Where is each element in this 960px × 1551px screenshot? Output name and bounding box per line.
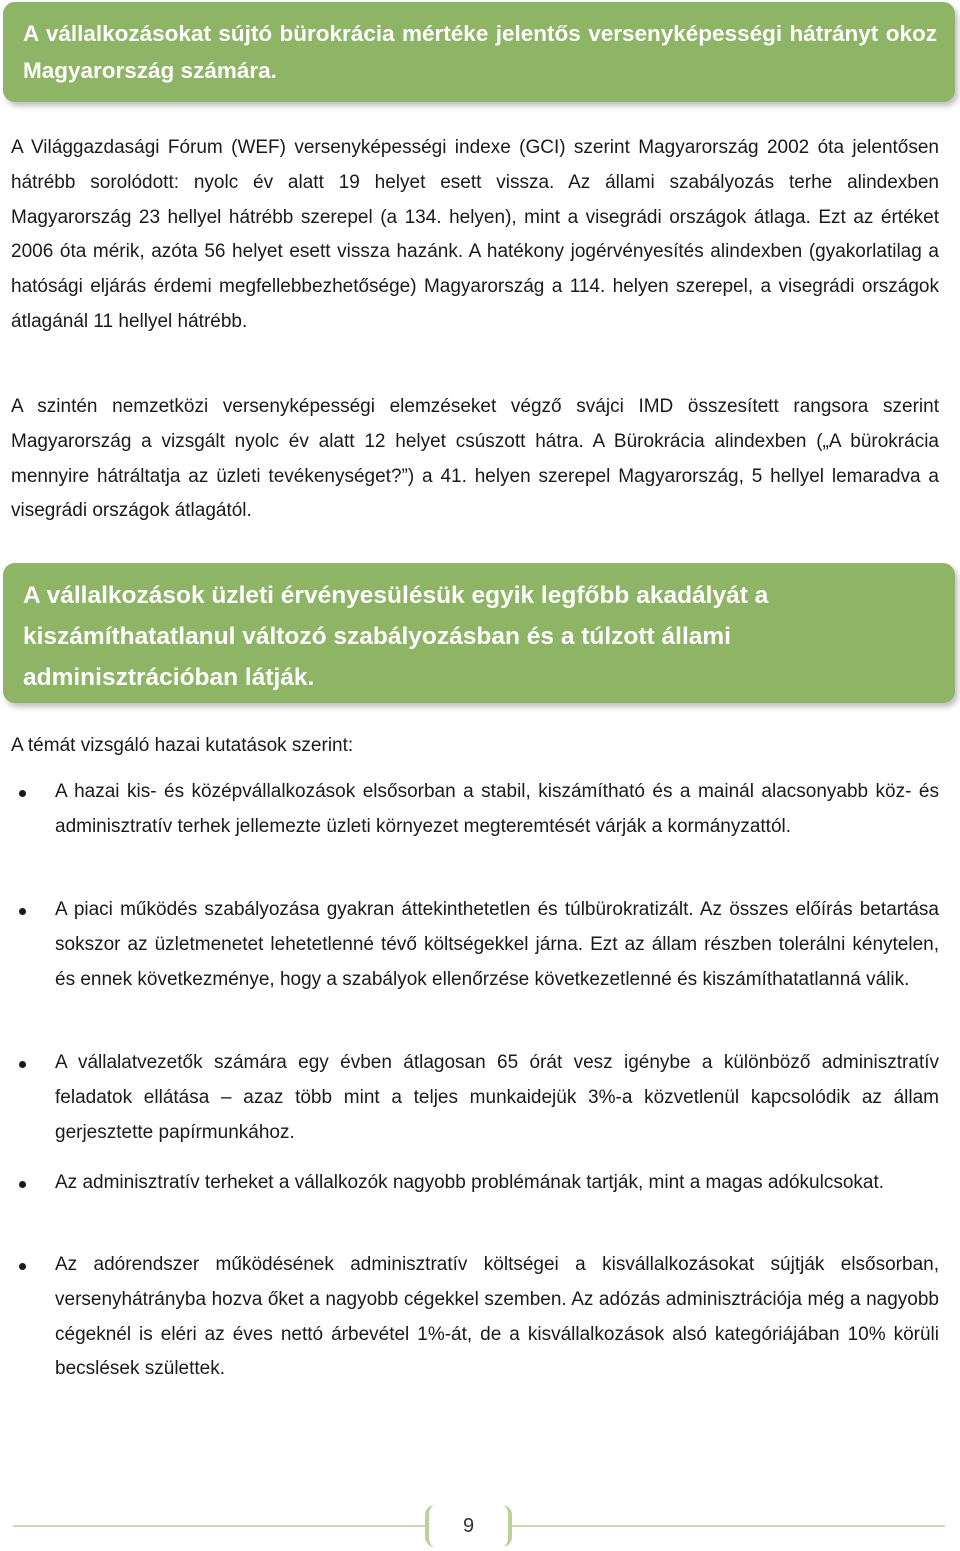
bullet-icon: [19, 1061, 26, 1068]
highlight-heading-2-line: A vállalkozások üzleti érvényesülésük egyik legfőbb akadályát a: [23, 582, 769, 609]
list-item-text: A piaci működés szabályozása gyakran áttekinthetetlen és túlbürokratizált. Az összes előírás betartása sokszor az üzletmenetet lehetetlenné tévő költségekkel járna. Ezt az állam részben tolerálni kénytelen, és ennek következménye, hogy a szabályok ellenőrzése következetlenné és kiszámíthatatlanná válik.: [55, 899, 939, 990]
page-number: 9: [425, 1505, 512, 1547]
footer-divider-right: [512, 1525, 945, 1527]
list-item-text: A hazai kis- és középvállalkozások elsősorban a stabil, kiszámítható és a mainál alacsonyabb köz- és adminisztratív terhek jellemezte üzleti környezet megteremtését várják a kormányzattól.: [55, 781, 939, 837]
highlight-heading-1: A vállalkozásokat sújtó bürokrácia mértéke jelentős versenyképességi hátrányt okoz Magyarország számára.: [23, 21, 937, 83]
list-item-text: Az adórendszer működésének adminisztratív költségei a kisvállalkozásokat sújtják elsősorban, versenyhátrányba hozva őket a nagyobb cégekkel szemben. Az adózás adminisztrációja még a nagyobb cégeknél is eléri az éves nettó árbevétel 1%-át, de a kisvállalkozások alsó kategóriájában 10% körüli becslések születtek.: [55, 1254, 939, 1380]
paragraph-wef: A Világgazdasági Fórum (WEF) versenyképességi indexe (GCI) szerint Magyarország 2002 óta jelentősen hátrébb sorolódott: nyolc év alatt 19 helyet esett vissza. Az állami szabályozás terhe alindexben Magyarország 23 hellyel hátrébb szerepel (a 134. helyen), mint a visegrádi országok átlaga. Ezt az értéket 2006 óta mérik, azóta 56 helyet esett vissza hazánk. A hatékony jogérvényesítés alindexben (gyakorlatilag a hatósági eljárás érdemi megfellebbezhetősége) Magyarország a 114. helyen szerepel, a visegrádi országok átlagánál 11 hellyel hátrébb.: [11, 137, 939, 332]
bullet-icon: [19, 1181, 26, 1188]
highlight-box-1: [3, 2, 955, 102]
list-item-text: A vállalatvezetők számára egy évben átlagosan 65 órát vesz igénybe a különböző adminisztratív feladatok ellátása – azaz több mint a teljes munkaidejük 3%-a közvetlenül kapcsolódik az állam gerjesztette papírmunkához.: [55, 1052, 939, 1143]
bullet-icon: [19, 790, 26, 797]
paragraph-imd: A szintén nemzetközi versenyképességi elemzéseket végző svájci IMD összesített rangsora szerint Magyarország a vizsgált nyolc év alatt 12 helyet csúszott hátra. A Bürokrácia alindexben („A bürokrácia mennyire hátráltatja az üzleti tevékenységet?”) a 41. helyen szerepel Magyarország, 5 hellyel lemaradva a visegrádi országok átlagától.: [11, 396, 939, 522]
list-item-text: Az adminisztratív terheket a vállalkozók nagyobb problémának tartják, mint a magas adókulcsokat.: [55, 1172, 885, 1193]
bullet-icon: [19, 908, 26, 915]
highlight-heading-2-line: adminisztrációban látják.: [23, 664, 315, 691]
highlight-box-2: [3, 563, 955, 703]
highlight-heading-2-line: kiszámíthatatlanul változó szabályozásban és a túlzott állami: [23, 623, 731, 650]
footer-divider-left: [13, 1525, 426, 1527]
bullet-icon: [19, 1263, 26, 1270]
intro-text: A témát vizsgáló hazai kutatások szerint:: [11, 735, 354, 756]
